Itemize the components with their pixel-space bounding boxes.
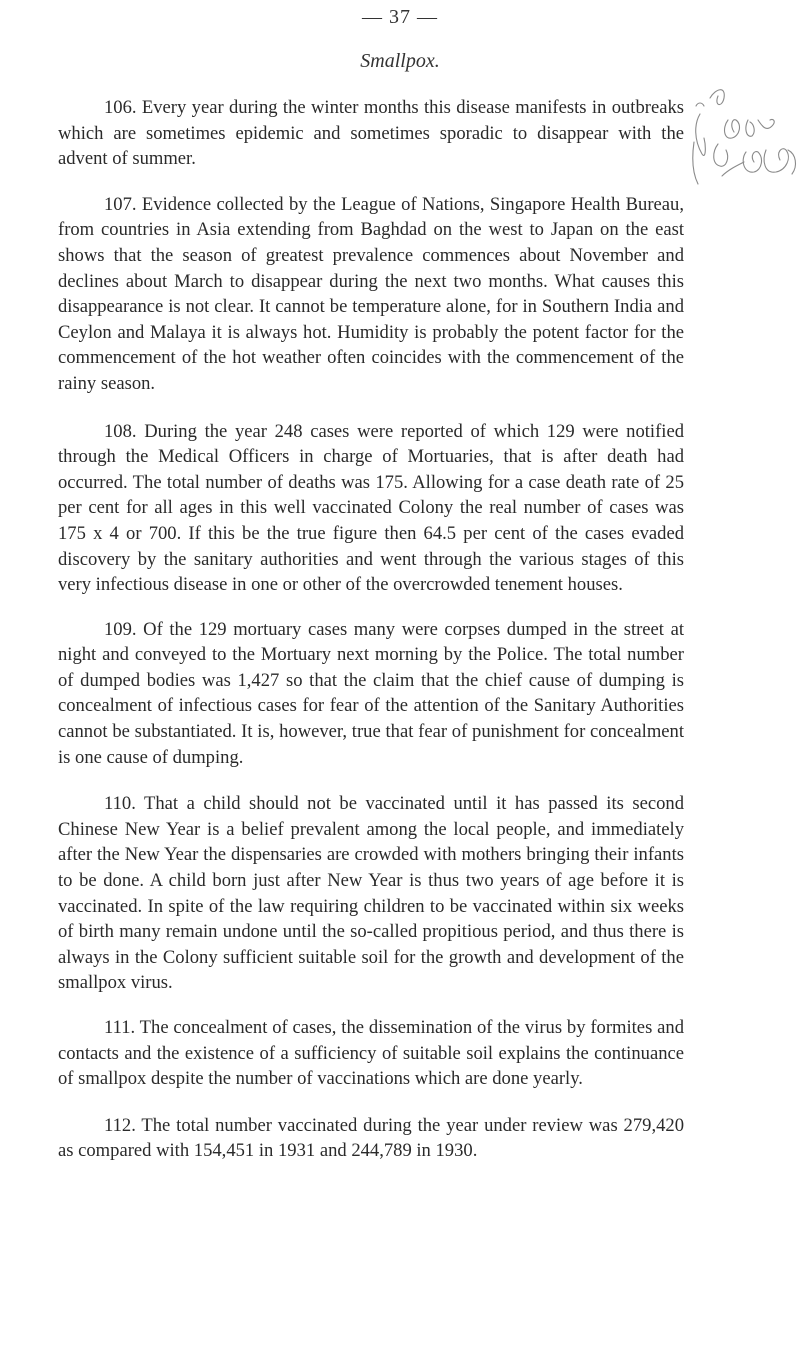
pencil-stroke xyxy=(788,150,795,174)
pencil-stroke xyxy=(696,114,706,155)
paragraph-108: 108. During the year 248 cases were reported of which 129 were notified through the Medical Officers in charge of Mortuaries, that is after death had occurred. The total number of deaths was 175. Allowing for a case death rate of 25 per cent for all ages in this well vaccinated Colony the real number of cases was 175 x 4 or 700. If this be the true figure then 64.5 per cent of the cases evaded discovery by the sanitary authorities and went through the various stages of this very infectious disease in one or other of the overcrowded tenement houses. xyxy=(58,420,684,596)
pencil-margin-annotation xyxy=(692,80,800,220)
section-title: Smallpox. xyxy=(360,50,440,72)
paragraph-112: 112. The total number vaccinated during the year under review was 279,420 as compared with 154,451 in 1931 and 244,789 in 1930. xyxy=(58,1114,684,1162)
paragraph-106: 106. Every year during the winter months this disease manifests in outbreaks which are sometimes epidemic and sometimes sporadic to disappear with the advent of summer. xyxy=(58,97,684,170)
paragraph-109: 109. Of the 129 mortuary cases many were corpses dumped in the street at night and conveyed to the Mortuary next morning by the Police. The total number of dumped bodies was 1,427 so that the claim that the chief cause of dumping is concealment of infectious cases for fear of the attention of the Sanitary Authorities cannot be substantiated. It is, however, true that fear of punishment for concealment is one cause of dumping. xyxy=(58,618,684,768)
pencil-stroke xyxy=(764,149,788,172)
paragraph-107: 107. Evidence collected by the League of Nations, Singapore Health Bureau, from countries in Asia extending from Baghdad on the west to Japan on the east shows that the season of greatest prevalence commences about November and declines about March to disappear during the next two months. What causes this disappearance is not clear. It cannot be temperature alone, for in Southern India and Ceylon and Malaya it is always hot. Humidity is probably the potent factor for the commencement of the hot weather often coincides with the commencement of the rainy season. xyxy=(58,193,684,394)
pencil-stroke xyxy=(693,142,698,184)
page-number: — 37 — xyxy=(362,6,438,28)
pencil-stroke xyxy=(746,120,754,136)
pencil-stroke xyxy=(714,144,728,166)
paragraph-110: 110. That a child should not be vaccinated until it has passed its second Chinese New Year is a belief prevalent among the local people, and immediately after the New Year the dispensaries are crowded with mothers bringing their infants to be done. A child born just after New Year is thus two years of age before it is vaccinated. In spite of the law requiring children to be vaccinated within six weeks of birth many remain undone until the so-called propitious period, and thus there is always in the Colony sufficient suitable soil for the growth and development of the smallpox virus. xyxy=(58,793,684,994)
pencil-stroke xyxy=(696,103,704,106)
pencil-stroke xyxy=(743,152,761,173)
pencil-stroke xyxy=(725,120,740,139)
document-body xyxy=(58,95,684,1184)
paragraph-111: 111. The concealment of cases, the dissemination of the virus by formites and contacts and the existence of a sufficiency of suitable soil explains the continuance of smallpox despite the number of vaccinations which are done yearly. xyxy=(58,1017,684,1090)
pencil-stroke xyxy=(758,119,774,128)
pencil-stroke xyxy=(710,90,724,105)
